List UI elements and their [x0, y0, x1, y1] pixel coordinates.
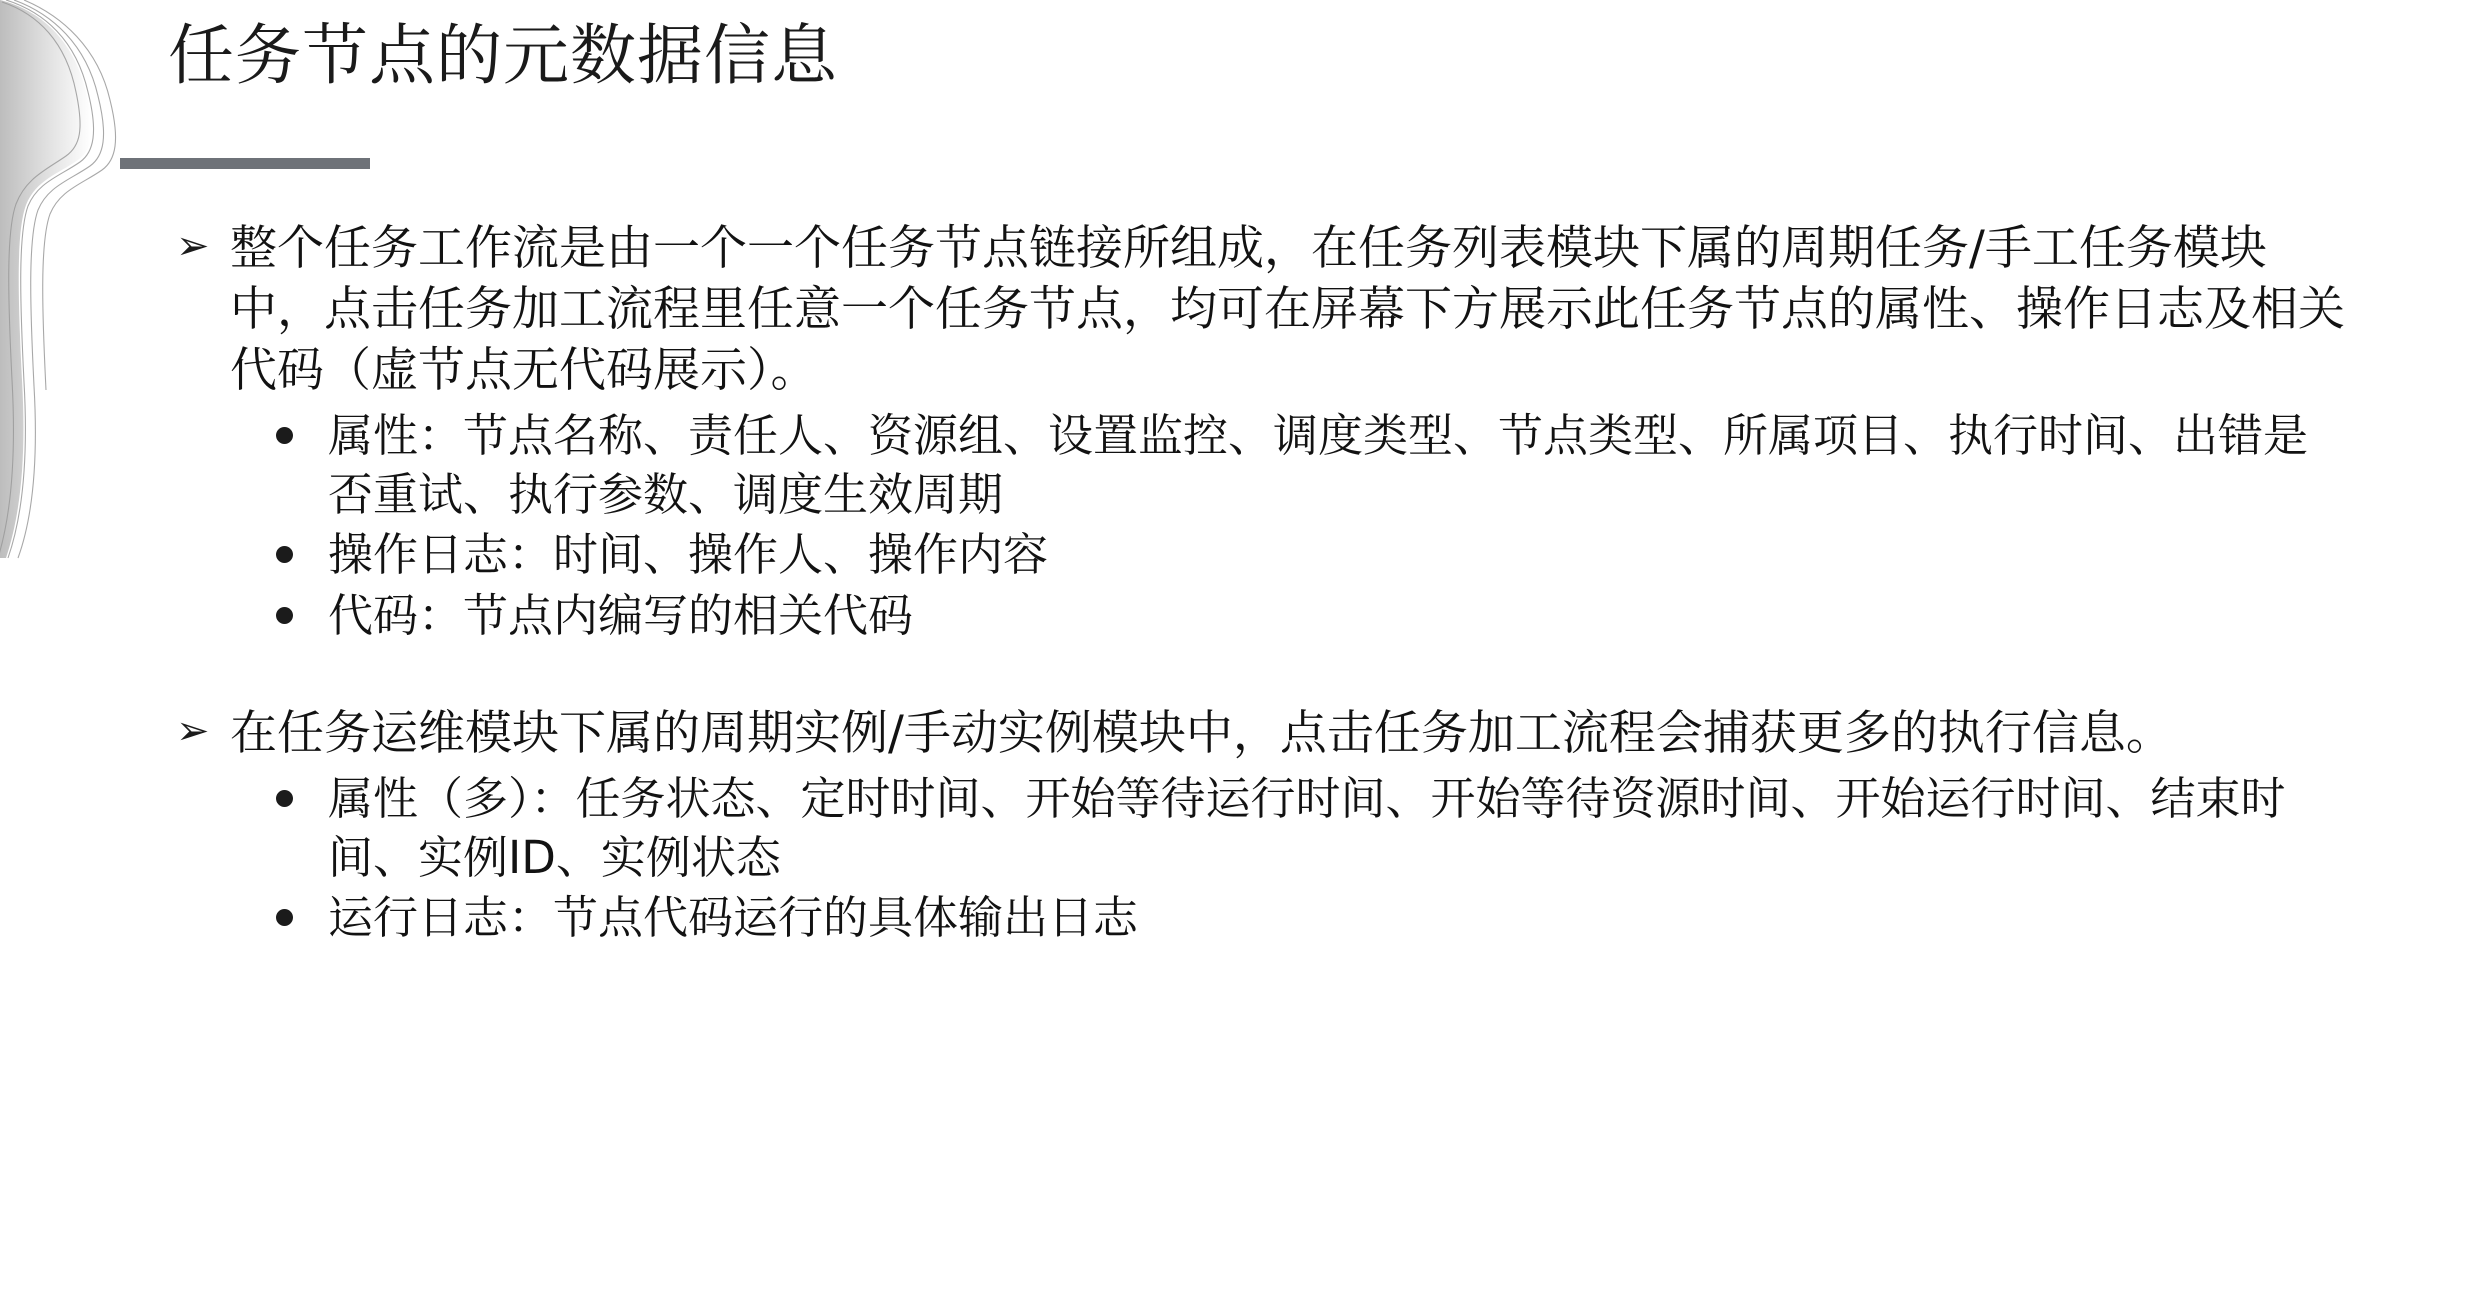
page-title: 任务节点的元数据信息 [168, 17, 838, 94]
bullet-level1-text: 在任务运维模块下属的周期实例/手动实例模块中，点击任务加工流程会捕获更多的执行信息。 [230, 706, 2173, 762]
dot-bullet-icon [276, 909, 293, 926]
list-item [168, 407, 2348, 524]
sub-bullet-text: 属性（多）：任务状态、定时时间、开始等待运行时间、开始等待资源时间、开始运行时间、结束时间、实例ID、实例状态 [328, 772, 2286, 884]
sub-bullet-text: 代码：节点内编写的相关代码 [328, 588, 914, 642]
section-spacer [168, 647, 2348, 703]
sub-bullet-text: 属性：节点名称、责任人、资源组、设置监控、调度类型、节点类型、所属项目、执行时间、出错是否重试、执行参数、调度生效周期 [328, 409, 2309, 521]
ribbon-graphic [0, 0, 120, 560]
dot-bullet-icon [276, 427, 293, 444]
list-item [168, 526, 2348, 585]
slide-body [168, 218, 2348, 950]
bullet-level1 [168, 218, 2348, 401]
sub-bullet-text: 操作日志：时间、操作人、操作内容 [328, 528, 1049, 582]
dot-bullet-icon [276, 790, 293, 807]
dot-bullet-icon [276, 546, 293, 563]
list-item [168, 889, 2348, 948]
list-item [168, 770, 2348, 887]
arrow-bullet-icon: ➢ [176, 223, 210, 269]
sub-bullet-text: 运行日志：节点代码运行的具体输出日志 [328, 891, 1139, 945]
bullet-level1-text: 整个任务工作流是由一个一个任务节点链接所组成，在任务列表模块下属的周期任务/手工任务模块中，点击任务加工流程里任意一个任务节点，均可在屏幕下方展示此任务节点的属性、操作日志及相关代码（虚节点无代码展示）。 [230, 221, 2345, 399]
dot-bullet-icon [276, 607, 293, 624]
decorative-ribbon [0, 0, 120, 560]
sub-bullet-list [168, 407, 2348, 645]
title-underline-rule [120, 158, 370, 169]
arrow-bullet-icon: ➢ [176, 708, 210, 755]
bullet-level1 [168, 703, 2348, 764]
list-item [168, 587, 2348, 646]
sub-bullet-list [168, 770, 2348, 948]
